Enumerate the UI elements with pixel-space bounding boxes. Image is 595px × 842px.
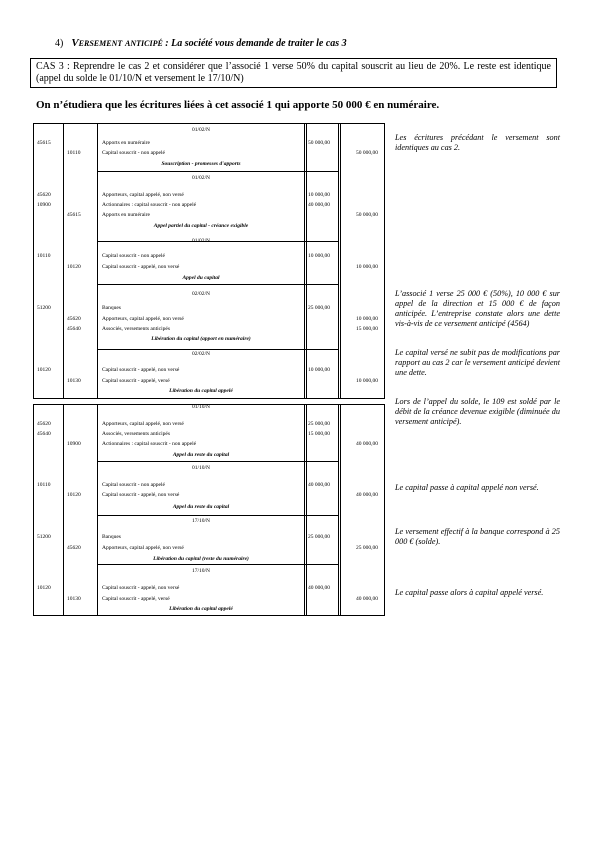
column-rule: [63, 405, 64, 615]
debit-account: 45615: [37, 140, 51, 146]
credit-amount: 40 000,00: [356, 441, 378, 447]
debit-account: 45640: [37, 431, 51, 437]
column-rule: [338, 405, 341, 615]
credit-account: 10130: [67, 596, 81, 602]
debit-account: 10120: [37, 367, 51, 373]
credit-account: 10110: [67, 150, 81, 156]
entry-label: Appel du reste du capital: [172, 504, 230, 510]
credit-amount: 40 000,00: [356, 596, 378, 602]
entry-account-label: Apporteurs, capital appelé, non versé: [102, 192, 184, 198]
debit-amount: 10 000,00: [308, 367, 330, 373]
entry-account-label: Capital souscrit - non appelé: [102, 253, 165, 259]
credit-account: 45620: [67, 545, 81, 551]
debit-account: 51200: [37, 534, 51, 540]
credit-account: 45615: [67, 212, 81, 218]
entry-account-label: Apporteurs, capital appelé, non versé: [102, 316, 184, 322]
entry-separator: [97, 171, 338, 172]
entry-account-label: Actionnaires : capital souscrit - non appelé: [102, 441, 197, 447]
debit-amount: 40 000,00: [308, 585, 330, 591]
entry-date: 01/10/N: [191, 465, 211, 471]
entry-account-label: Capital souscrit - appelé, non versé: [102, 585, 180, 591]
entry-label: Libération du capital (reste du numéraire): [153, 556, 249, 562]
credit-amount: 40 000,00: [356, 492, 378, 498]
entry-account-label: Associés, versements anticipés: [102, 431, 170, 437]
debit-account: 45620: [37, 192, 51, 198]
credit-amount: 10 000,00: [356, 264, 378, 270]
entry-account-label: Apporteurs, capital appelé, non versé: [102, 421, 184, 427]
debit-account: 10110: [37, 253, 51, 259]
column-rule: [304, 124, 307, 398]
entry-account-label: Banques: [102, 305, 121, 311]
entry-account-label: Actionnaires : capital souscrit - non appelé: [102, 202, 197, 208]
entry-account-label: Capital souscrit - appelé, versé: [102, 596, 170, 602]
credit-account: 45640: [67, 326, 81, 332]
section-number: 4): [55, 38, 64, 49]
entry-separator: [97, 461, 338, 462]
debit-amount: 25 000,00: [308, 305, 330, 311]
explanation-note: Le capital passe alors à capital appelé versé.: [395, 588, 544, 597]
entry-account-label: Capital souscrit - appelé, versé: [102, 378, 170, 384]
explanation-note: Les écritures précédant le versement sont identiques au cas 2.: [395, 133, 560, 152]
column-rule: [338, 124, 341, 398]
debit-amount: 40 000,00: [308, 202, 330, 208]
entry-account-label: Apports en numéraire: [102, 212, 150, 218]
intro-text: On n’étudiera que les écritures liées à cet associé 1 qui apporte 50 000 € en numéraire.: [36, 99, 440, 111]
column-rule: [63, 124, 64, 398]
explanation-note: Le capital versé ne subit pas de modifications par rapport au cas 2 car le versement anticipé devient une dette.: [395, 348, 560, 377]
explanation-note: L’associé 1 verse 25 000 € (50%), 10 000 € sur appel de la direction et 15 000 € de façon anticipée. L’entreprise constate alors une dette vis-à-vis de ce versement anticipé (4564): [395, 289, 560, 328]
entry-account-label: Banques: [102, 534, 121, 540]
debit-account: 10110: [37, 482, 51, 488]
case-statement-text: CAS 3 : Reprendre le cas 2 et considérer que l’associé 1 verse 50% du capital souscrit au lieu de 20%. Le reste est identique (appel du solde le 01/10/N et versement le 17/10/N): [36, 61, 551, 84]
case-statement-box: [30, 58, 557, 88]
entry-account-label: Associés, versements anticipés: [102, 326, 170, 332]
entry-account-label: Capital souscrit - appelé, non versé: [102, 367, 180, 373]
credit-account: 10900: [67, 441, 81, 447]
debit-account: 51200: [37, 305, 51, 311]
entry-account-label: Capital souscrit - appelé, non versé: [102, 264, 180, 270]
entry-separator: [97, 515, 338, 516]
entry-label: Libération du capital appelé: [169, 606, 233, 612]
entry-label: Appel du reste du capital: [172, 452, 230, 458]
credit-account: 10130: [67, 378, 81, 384]
entry-account-label: Capital souscrit - non appelé: [102, 482, 165, 488]
entry-date: 02/02/N: [191, 351, 211, 357]
explanation-note: Le versement effectif à la banque correspond à 25 000 € (solde).: [395, 527, 560, 546]
credit-amount: 15 000,00: [356, 326, 378, 332]
journal-table-2: [33, 404, 385, 616]
entry-date: 01/10/N: [191, 404, 211, 410]
entry-date: 17/10/N: [191, 518, 211, 524]
entry-separator: [97, 349, 338, 350]
debit-amount: 50 000,00: [308, 140, 330, 146]
debit-amount: 40 000,00: [308, 482, 330, 488]
debit-account: 45620: [37, 421, 51, 427]
entry-label: Souscription - promesses d'apports: [161, 161, 241, 167]
entry-date: 01/02/N: [191, 175, 211, 181]
credit-amount: 50 000,00: [356, 212, 378, 218]
explanation-note: Le capital passe à capital appelé non versé.: [395, 483, 539, 492]
entry-date: 17/10/N: [191, 568, 211, 574]
entry-account-label: Apports en numéraire: [102, 140, 150, 146]
entry-date: 02/02/N: [191, 291, 211, 297]
entry-label: Libération du capital (apport en numéraire): [151, 336, 251, 342]
column-rule: [97, 124, 98, 398]
debit-amount: 15 000,00: [308, 431, 330, 437]
credit-amount: 50 000,00: [356, 150, 378, 156]
entry-date: 01/02/N: [191, 127, 211, 133]
credit-amount: 10 000,00: [356, 378, 378, 384]
entry-label: Appel partiel du capital - créance exigible: [153, 223, 249, 229]
explanation-note: Lors de l’appel du solde, le 109 est soldé par le débit de la créance devenue exigible (diminuée du versement anticipé).: [395, 397, 560, 426]
debit-amount: 10 000,00: [308, 192, 330, 198]
section-title: Versement anticipé: [71, 37, 163, 49]
credit-account: 10120: [67, 492, 81, 498]
credit-amount: 25 000,00: [356, 545, 378, 551]
entry-account-label: Capital souscrit - appelé, non versé: [102, 492, 180, 498]
entry-label: Appel du capital: [182, 275, 220, 281]
debit-account: 10120: [37, 585, 51, 591]
entry-separator: [97, 284, 338, 285]
debit-amount: 25 000,00: [308, 421, 330, 427]
debit-account: 10900: [37, 202, 51, 208]
credit-amount: 10 000,00: [356, 316, 378, 322]
journal-table-1: [33, 123, 385, 399]
column-rule: [97, 405, 98, 615]
credit-account: 45620: [67, 316, 81, 322]
credit-account: 10120: [67, 264, 81, 270]
debit-amount: 10 000,00: [308, 253, 330, 259]
entry-label: Libération du capital appelé: [169, 388, 233, 394]
section-subtitle: : La société vous demande de traiter le cas 3: [162, 38, 347, 49]
debit-amount: 25 000,00: [308, 534, 330, 540]
entry-account-label: Capital souscrit - non appelé: [102, 150, 165, 156]
entry-separator: [97, 564, 338, 565]
entry-account-label: Apporteurs, capital appelé, non versé: [102, 545, 184, 551]
section-heading: [55, 37, 347, 49]
entry-date: 01/02/N: [191, 238, 211, 244]
